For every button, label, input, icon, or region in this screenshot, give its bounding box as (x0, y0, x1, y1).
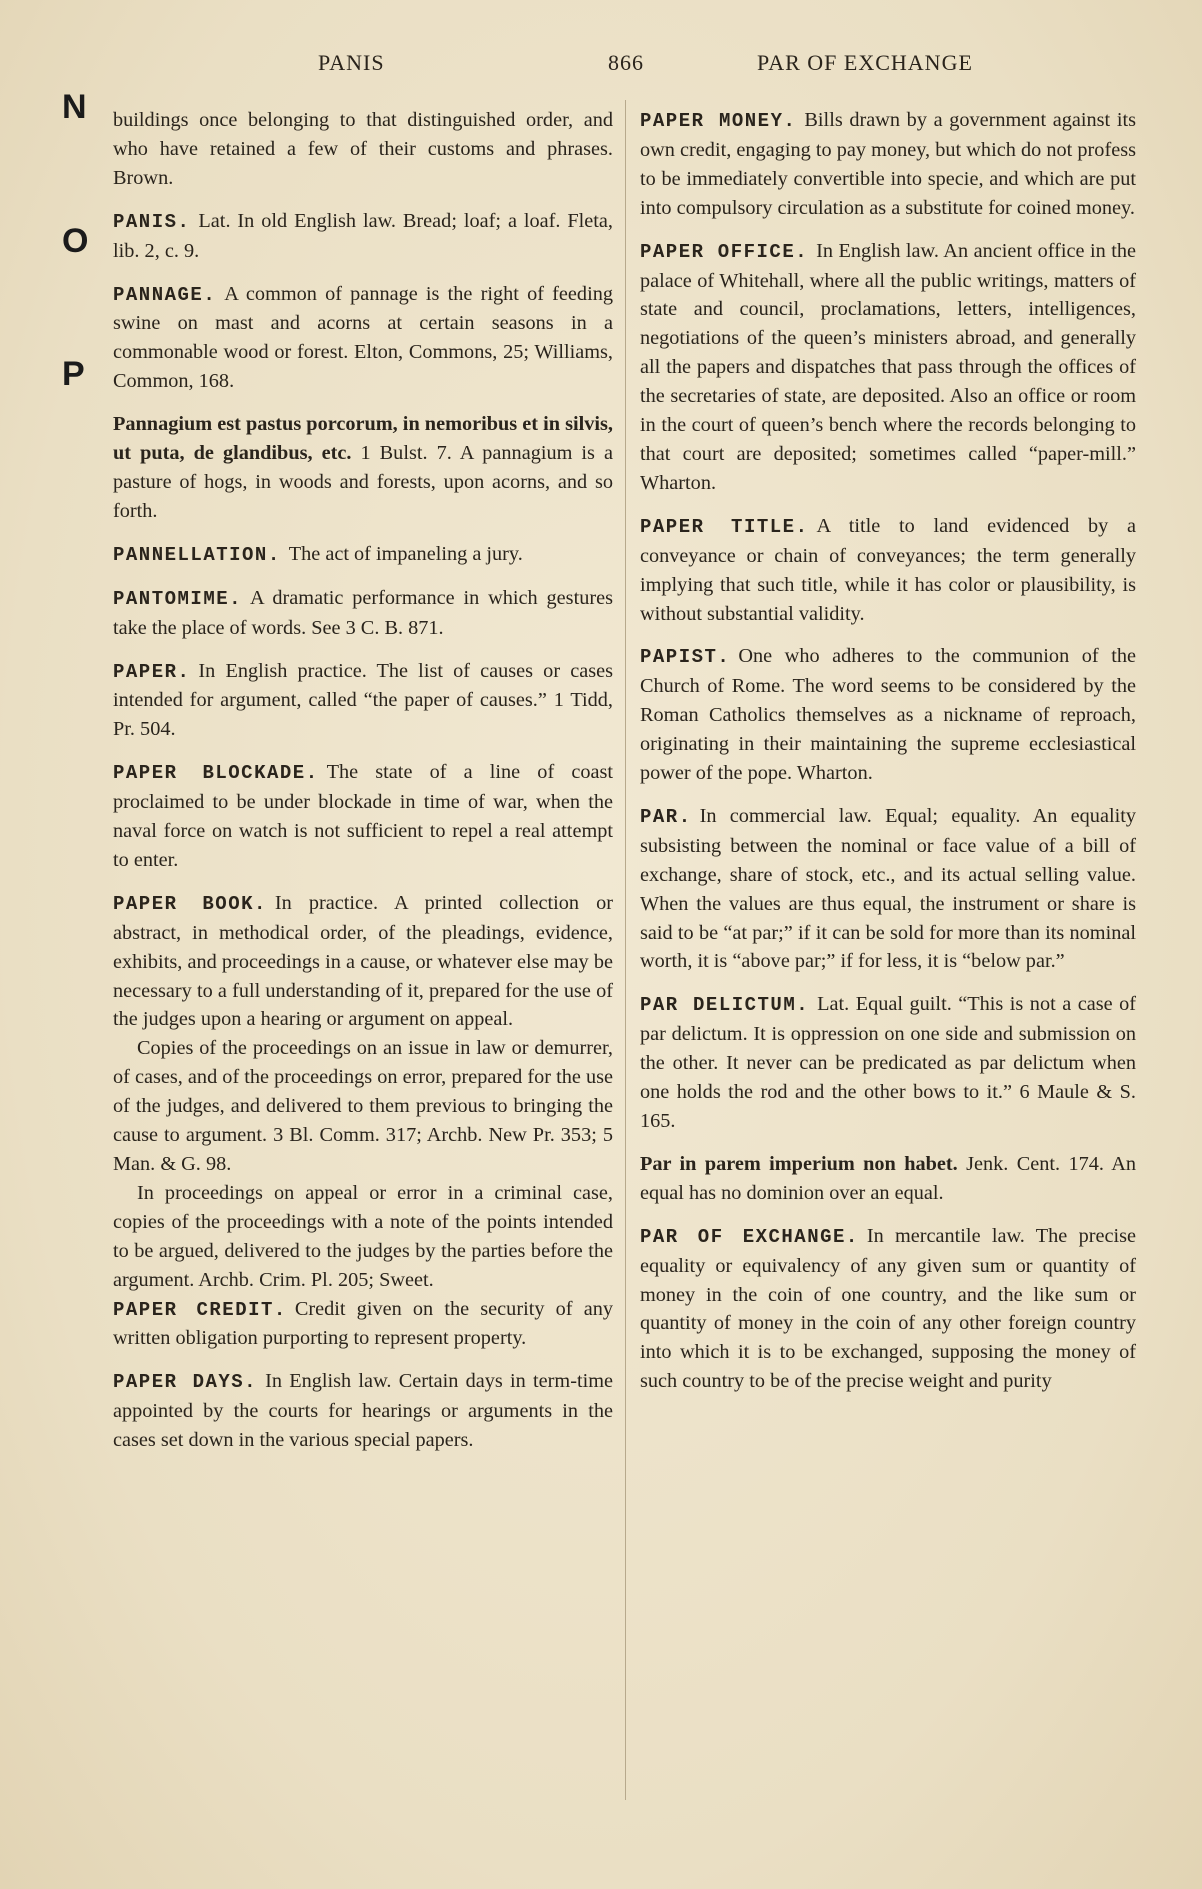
thumb-index-o: O (62, 222, 89, 260)
entry-pantomime (113, 584, 613, 643)
header-right-guide-word: PAR OF EXCHANGE (757, 50, 973, 75)
entry-text: Lat. Equal guilt. “This is not a case of par delictum. It is oppression on one side and submission on the other. It never can be predicated as par delictum when one holds the rod and the other bows to it.” 6 Maule & S. 165. (640, 993, 1136, 1132)
entry-text: In English law. Certain days in term-time appointed by the courts for hearings or arguments in the cases set down in the various special papers. (113, 1370, 614, 1452)
entry-subparagraph: Copies of the proceedings on an issue in law or demurrer, of cases, and of the proceedings on error, prepared for the use of the judges, and delivered to them previous to bringing the cause to argument. 3 Bl. Comm. 317; Archb. New Pr. 353; 5 Man. & G. 98. (113, 1037, 613, 1175)
entry-papist (640, 642, 1136, 788)
entry-term: PAPER DAYS. (113, 1371, 258, 1394)
entry-paper-office (640, 237, 1136, 498)
entry-text: In commercial law. Equal; equality. An equality subsisting between the nominal or face value of a bill of exchange, share of stock, etc., and its actual selling value. When the values are thus equal, the instrument or share is said to be “at par;” if it can be sold for more than its nominal worth, it is “above par;” if for less, it is “below par.” (640, 804, 1136, 973)
entry-term: PANNAGE. (113, 283, 217, 306)
running-header (0, 50, 1202, 82)
entry-text: Jenk. Cent. 174. An equal has no dominion over an equal. (640, 1152, 1136, 1204)
entry-term: PANTOMIME. (113, 587, 243, 610)
entry-paper-credit (113, 1295, 613, 1354)
entry-term: PAPER CREDIT. (113, 1298, 287, 1321)
entry-term: PAR OF EXCHANGE. (640, 1225, 859, 1248)
entry-par-in-parem-maxim (640, 1150, 1136, 1208)
entry-text: Credit given on the security of any written obligation purporting to represent property. (113, 1297, 613, 1350)
entry-paper-money (640, 106, 1136, 223)
entry-text: Lat. In old English law. Bread; loaf; a loaf. Fleta, lib. 2, c. 9. (113, 209, 613, 262)
entry-paper-days (113, 1367, 613, 1455)
entry-paper-title (640, 512, 1136, 629)
thumb-index-p: P (62, 355, 85, 393)
entry-pannage (113, 280, 613, 397)
entry-text: The act of impaneling a jury. (288, 542, 523, 565)
entry-paper-book (113, 889, 613, 1035)
entry-text: A dramatic performance in which gestures take the place of words. See 3 C. B. 871. (113, 586, 613, 639)
entry-pannagium-maxim (113, 410, 613, 526)
entry-term: PAPER BOOK. (113, 892, 267, 915)
left-column (113, 106, 613, 1469)
entry-term: PAR. (640, 805, 692, 828)
maxim-text: Pannagium est pastus porcorum, in nemoribus et in silvis, ut puta, de glandibus, etc. (113, 413, 613, 465)
entry-pannellation (113, 540, 613, 570)
entry-par (640, 802, 1136, 976)
entry-text: 1 Bulst. 7. A pannagium is a pasture of hogs, in woods and forests, upon acorns, and so forth. (113, 442, 613, 522)
maxim-text: Par in parem imperium non habet. (640, 1152, 958, 1175)
entry-subparagraph: In proceedings on appeal or error in a criminal case, copies of the proceedings with a note of the points intended to be argued, delivered to the judges by the parties before the argument. Archb. Crim. Pl. 205; Sweet. (113, 1181, 613, 1291)
entry-panis (113, 207, 613, 266)
entry-term: PAPER BLOCKADE. (113, 762, 319, 785)
column-divider (625, 100, 626, 1800)
right-column (640, 106, 1136, 1410)
entry-text: buildings once belonging to that distinguished order, and who have retained a few of their customs and phrases. Brown. (113, 109, 613, 189)
entry-paper (113, 657, 613, 745)
entry-text: A title to land evidenced by a conveyance or chain of conveyances; the term generally implying that such title, while it has color or plausibility, is without substantial validity. (640, 514, 1136, 625)
entry-text: In English practice. The list of causes or cases intended for argument, called “the paper of causes.” 1 Tidd, Pr. 504. (113, 659, 613, 741)
entry-text: A common of pannage is the right of feeding swine on mast and acorns at certain seasons in a commonable wood or forest. Elton, Commons, 25; Williams, Common, 168. (113, 282, 613, 393)
entry-continuation (113, 106, 613, 193)
entry-text: In mercantile law. The precise equality or equivalency of any given sum or quantity of money in the coin of one country, and the like sum or quantity of money in the coin of any other foreign country into which it is to be exchanged, supposing the money of such country to be of the precise weight and purity (640, 1224, 1136, 1393)
page-number: 866 (608, 50, 644, 75)
header-left-guide-word: PANIS (318, 50, 385, 75)
entry-text: The state of a line of coast proclaimed to be under blockade in time of war, when the naval force on watch is not sufficient to repel a real attempt to enter. (113, 761, 614, 871)
entry-term: PAPER. (113, 660, 191, 683)
entry-paper-blockade (113, 758, 613, 875)
entry-par-of-exchange (640, 1222, 1136, 1396)
entry-text: One who adheres to the communion of the Church of Rome. The word seems to be considered by the Roman Catholics themselves as a nickname of reproach, originating in their maintaining the supreme ecclesiastical power of the pope. Wharton. (640, 645, 1136, 785)
entry-par-delictum (640, 990, 1136, 1136)
entry-text: In practice. A printed collection or abstract, in methodical order, of the pleadings, evidence, exhibits, and proceedings in a cause, or whatever else may be necessary to a full understanding of it, prepared for the use of the judges upon a hearing or argument on appeal. (113, 891, 614, 1031)
entry-text: Bills drawn by a government against its own credit, engaging to pay money, but which do not profess to be immediately convertible into specie, and which are put into compulsory circulation as a substitute for coined money. (640, 109, 1136, 219)
entry-term: PAPER MONEY. (640, 110, 797, 132)
entry-term: PAR DELICTUM. (640, 994, 810, 1017)
entry-term: PANNELLATION. (113, 543, 281, 566)
entry-term: PAPIST. (640, 646, 731, 669)
entry-term: PAPER TITLE. (640, 515, 809, 538)
entry-term: PAPER OFFICE. (640, 240, 809, 263)
entry-term: PANIS. (113, 210, 191, 233)
thumb-index-n: N (62, 88, 87, 126)
entry-text: In English law. An ancient office in the palace of Whitehall, where all the public writings, matters of state and council, proclamations, letters, intelligences, negotiations of the queen’s ministers abroad, and generally all the papers and dispatches that pass through the offices of the secretaries of state, are deposited. Also an office or room in the court of queen’s bench where the records belonging to that court are deposited; sometimes called “paper-mill.” Wharton. (640, 239, 1136, 494)
